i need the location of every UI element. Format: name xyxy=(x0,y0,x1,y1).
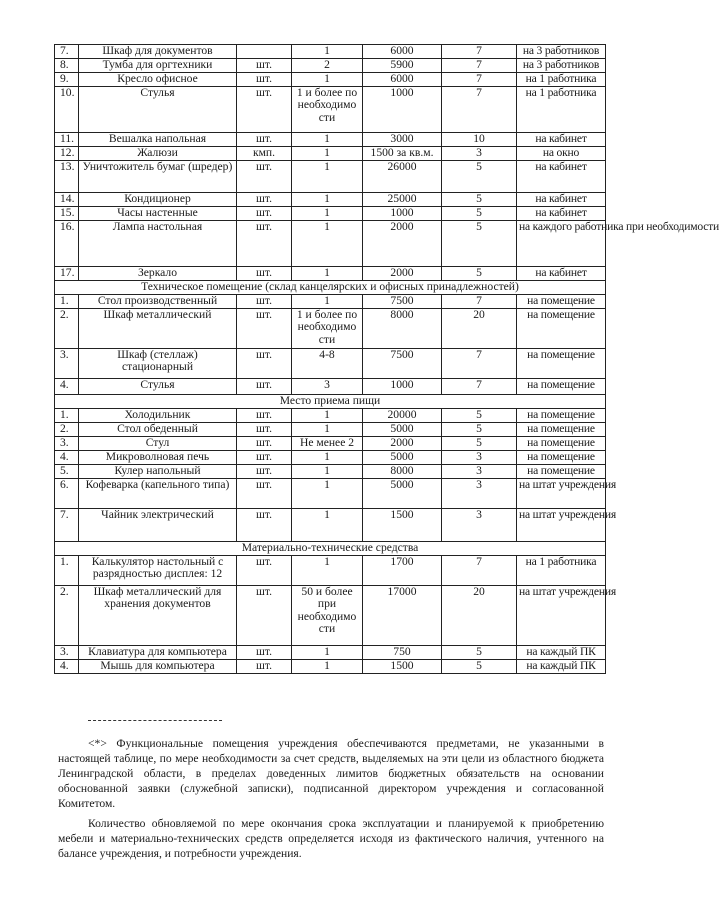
row-number: 14. xyxy=(55,192,79,206)
item-name: Кулер напольный xyxy=(79,464,237,478)
quantity: 1 и более по необходимо сти xyxy=(292,86,363,132)
row-number: 16. xyxy=(55,220,79,266)
item-name: Лампа настольная xyxy=(79,220,237,266)
table-row xyxy=(55,508,606,541)
unit-of-measure: шт. xyxy=(237,450,292,464)
footnote-separator xyxy=(88,720,222,721)
table-row xyxy=(55,160,606,192)
table-row xyxy=(55,422,606,436)
price: 1000 xyxy=(363,86,442,132)
table-row xyxy=(55,478,606,508)
row-number: 3. xyxy=(55,645,79,659)
allocation-note: на помещение xyxy=(517,436,606,450)
item-name: Кофеварка (капельного типа) xyxy=(79,478,237,508)
row-number: 2. xyxy=(55,422,79,436)
price: 1500 xyxy=(363,659,442,673)
item-name: Мышь для компьютера xyxy=(79,659,237,673)
item-name: Часы настенные xyxy=(79,206,237,220)
footnote-text: <*> Функциональные помещения учреждения обеспечиваются предметами, не указанными в настоящей таблице, по мере необходимости за счет средств, выделяемых на эти цели из областного бюджета Ленинградской области, в пределах доведенных лимитов бюджетных обязательств на основании обоснованной заявки (служебной записки), подписанной директором учреждения и согласованной Комитетом. xyxy=(58,737,604,810)
table-row xyxy=(55,220,606,266)
unit-of-measure: шт. xyxy=(237,555,292,585)
row-number: 5. xyxy=(55,464,79,478)
quantity: 1 xyxy=(292,266,363,280)
table-row xyxy=(55,58,606,72)
unit-of-measure: шт. xyxy=(237,585,292,645)
service-life-years: 5 xyxy=(442,408,517,422)
table-row xyxy=(55,348,606,378)
service-life-years: 10 xyxy=(442,132,517,146)
item-name: Кресло офисное xyxy=(79,72,237,86)
item-name: Кондиционер xyxy=(79,192,237,206)
row-number: 7. xyxy=(55,508,79,541)
item-name: Шкаф металлический для хранения документов xyxy=(79,585,237,645)
unit-of-measure: шт. xyxy=(237,132,292,146)
item-name: Стол обеденный xyxy=(79,422,237,436)
unit-of-measure: шт. xyxy=(237,294,292,308)
table-row xyxy=(55,450,606,464)
item-name: Шкаф (стеллаж) стационарный xyxy=(79,348,237,378)
unit-of-measure: шт. xyxy=(237,348,292,378)
unit-of-measure: шт. xyxy=(237,464,292,478)
service-life-years: 5 xyxy=(442,192,517,206)
price: 8000 xyxy=(363,308,442,348)
allocation-note: на помещение xyxy=(517,378,606,394)
row-number: 3. xyxy=(55,348,79,378)
allocation-note: на окно xyxy=(517,146,606,160)
allocation-note: на кабинет xyxy=(517,160,606,192)
equipment-norms-table xyxy=(54,44,719,674)
quantity: 1 xyxy=(292,294,363,308)
row-number: 3. xyxy=(55,436,79,450)
row-number: 7. xyxy=(55,45,79,59)
price: 25000 xyxy=(363,192,442,206)
service-life-years: 5 xyxy=(442,160,517,192)
table-row xyxy=(55,146,606,160)
section-title: Техническое помещение (склад канцелярских и офисных принадлежностей) xyxy=(55,280,606,294)
price: 2000 xyxy=(363,266,442,280)
table-row xyxy=(55,436,606,450)
price: 26000 xyxy=(363,160,442,192)
unit-of-measure: шт. xyxy=(237,508,292,541)
row-number: 15. xyxy=(55,206,79,220)
quantity: 1 xyxy=(292,146,363,160)
service-life-years: 7 xyxy=(442,378,517,394)
price: 1500 xyxy=(363,508,442,541)
unit-of-measure: шт. xyxy=(237,378,292,394)
unit-of-measure xyxy=(237,45,292,59)
item-name: Вешалка напольная xyxy=(79,132,237,146)
row-number: 11. xyxy=(55,132,79,146)
service-life-years: 5 xyxy=(442,659,517,673)
table-row xyxy=(55,585,606,645)
quantity: 3 xyxy=(292,378,363,394)
table-row xyxy=(55,378,606,394)
row-number: 8. xyxy=(55,58,79,72)
table-row xyxy=(55,408,606,422)
table-row xyxy=(55,645,606,659)
service-life-years: 5 xyxy=(442,436,517,450)
item-name: Шкаф металлический xyxy=(79,308,237,348)
service-life-years: 7 xyxy=(442,58,517,72)
service-life-years: 3 xyxy=(442,508,517,541)
allocation-note: на кабинет xyxy=(517,206,606,220)
quantity: 1 xyxy=(292,45,363,59)
service-life-years: 7 xyxy=(442,348,517,378)
quantity: 1 xyxy=(292,555,363,585)
item-name: Стулья xyxy=(79,378,237,394)
quantity: 1 xyxy=(292,408,363,422)
row-number: 1. xyxy=(55,408,79,422)
allocation-note: на каждый ПК xyxy=(517,645,606,659)
price: 7500 xyxy=(363,294,442,308)
allocation-note: на 1 работника xyxy=(517,72,606,86)
service-life-years: 20 xyxy=(442,585,517,645)
quantity: 1 xyxy=(292,645,363,659)
table-row xyxy=(55,206,606,220)
row-number: 1. xyxy=(55,294,79,308)
item-name: Зеркало xyxy=(79,266,237,280)
unit-of-measure: шт. xyxy=(237,308,292,348)
service-life-years: 7 xyxy=(442,45,517,59)
service-life-years: 5 xyxy=(442,645,517,659)
quantity: 1 xyxy=(292,72,363,86)
item-name: Стол производственный xyxy=(79,294,237,308)
table-row xyxy=(55,659,606,673)
item-name: Холодильник xyxy=(79,408,237,422)
service-life-years: 20 xyxy=(442,308,517,348)
service-life-years: 3 xyxy=(442,478,517,508)
unit-of-measure: шт. xyxy=(237,659,292,673)
unit-of-measure: шт. xyxy=(237,266,292,280)
price: 5000 xyxy=(363,450,442,464)
allocation-note: на помещение xyxy=(517,408,606,422)
price: 1000 xyxy=(363,206,442,220)
quantity: 1 xyxy=(292,508,363,541)
quantity: 50 и более при необходимо сти xyxy=(292,585,363,645)
price: 3000 xyxy=(363,132,442,146)
row-number: 2. xyxy=(55,585,79,645)
item-name: Микроволновая печь xyxy=(79,450,237,464)
price: 1000 xyxy=(363,378,442,394)
item-name: Чайник электрический xyxy=(79,508,237,541)
table-row xyxy=(55,45,606,59)
price: 5000 xyxy=(363,478,442,508)
allocation-note: на штат учреждения xyxy=(517,478,606,508)
service-life-years: 7 xyxy=(442,72,517,86)
row-number: 4. xyxy=(55,450,79,464)
unit-of-measure: шт. xyxy=(237,220,292,266)
unit-of-measure: шт. xyxy=(237,72,292,86)
quantity: 1 xyxy=(292,206,363,220)
service-life-years: 5 xyxy=(442,422,517,436)
section-title: Место приема пищи xyxy=(55,394,606,408)
price: 6000 xyxy=(363,45,442,59)
price: 1700 xyxy=(363,555,442,585)
item-name: Уничтожитель бумаг (шредер) xyxy=(79,160,237,192)
allocation-note: на кабинет xyxy=(517,132,606,146)
allocation-note: на штат учреждения xyxy=(517,508,606,541)
item-name: Клавиатура для компьютера xyxy=(79,645,237,659)
allocation-note: на каждый ПК xyxy=(517,659,606,673)
unit-of-measure: шт. xyxy=(237,192,292,206)
section-header-row xyxy=(55,541,606,555)
price: 5900 xyxy=(363,58,442,72)
table-row xyxy=(55,192,606,206)
allocation-note: на 3 работников xyxy=(517,58,606,72)
quantity: 1 и более по необходимо сти xyxy=(292,308,363,348)
quantity: 1 xyxy=(292,220,363,266)
service-life-years: 5 xyxy=(442,266,517,280)
quantity: 1 xyxy=(292,478,363,508)
quantity: 1 xyxy=(292,422,363,436)
unit-of-measure: шт. xyxy=(237,86,292,132)
allocation-note: на помещение xyxy=(517,348,606,378)
section-header-row xyxy=(55,394,606,408)
unit-of-measure: шт. xyxy=(237,645,292,659)
table-row xyxy=(55,266,606,280)
service-life-years: 3 xyxy=(442,464,517,478)
quantity: 1 xyxy=(292,659,363,673)
unit-of-measure: шт. xyxy=(237,408,292,422)
table-row xyxy=(55,132,606,146)
allocation-note: на 1 работника xyxy=(517,86,606,132)
service-life-years: 7 xyxy=(442,294,517,308)
allocation-note: на кабинет xyxy=(517,266,606,280)
allocation-note: на каждого работника при необходимости xyxy=(517,220,606,266)
service-life-years: 3 xyxy=(442,450,517,464)
price: 7500 xyxy=(363,348,442,378)
row-number: 4. xyxy=(55,659,79,673)
allocation-note: на помещение xyxy=(517,308,606,348)
row-number: 17. xyxy=(55,266,79,280)
price: 8000 xyxy=(363,464,442,478)
section-header-row xyxy=(55,280,606,294)
unit-of-measure: шт. xyxy=(237,478,292,508)
quantity: 1 xyxy=(292,192,363,206)
price: 20000 xyxy=(363,408,442,422)
unit-of-measure: кмп. xyxy=(237,146,292,160)
table-row xyxy=(55,308,606,348)
allocation-note: на помещение xyxy=(517,464,606,478)
allocation-note: на 3 работников xyxy=(517,45,606,59)
quantity: 1 xyxy=(292,160,363,192)
quantity: 4-8 xyxy=(292,348,363,378)
row-number: 6. xyxy=(55,478,79,508)
row-number: 10. xyxy=(55,86,79,132)
unit-of-measure: шт. xyxy=(237,160,292,192)
item-name: Стул xyxy=(79,436,237,450)
row-number: 12. xyxy=(55,146,79,160)
price: 5000 xyxy=(363,422,442,436)
service-life-years: 3 xyxy=(442,146,517,160)
service-life-years: 5 xyxy=(442,220,517,266)
allocation-note: на помещение xyxy=(517,294,606,308)
table-row xyxy=(55,72,606,86)
section-title: Материально-технические средства xyxy=(55,541,606,555)
notes-block xyxy=(58,736,604,866)
service-life-years: 5 xyxy=(442,206,517,220)
quantity: 2 xyxy=(292,58,363,72)
price: 6000 xyxy=(363,72,442,86)
table-row xyxy=(55,555,606,585)
table-row xyxy=(55,464,606,478)
unit-of-measure: шт. xyxy=(237,58,292,72)
item-name: Стулья xyxy=(79,86,237,132)
allocation-note: на помещение xyxy=(517,422,606,436)
table-row xyxy=(55,294,606,308)
item-name: Тумба для оргтехники xyxy=(79,58,237,72)
price: 750 xyxy=(363,645,442,659)
row-number: 13. xyxy=(55,160,79,192)
unit-of-measure: шт. xyxy=(237,422,292,436)
quantity: 1 xyxy=(292,132,363,146)
allocation-note: на штат учреждения xyxy=(517,585,606,645)
price: 1500 за кв.м. xyxy=(363,146,442,160)
allocation-note: на кабинет xyxy=(517,192,606,206)
item-name: Шкаф для документов xyxy=(79,45,237,59)
price: 2000 xyxy=(363,436,442,450)
service-life-years: 7 xyxy=(442,555,517,585)
row-number: 9. xyxy=(55,72,79,86)
price: 2000 xyxy=(363,220,442,266)
price: 17000 xyxy=(363,585,442,645)
unit-of-measure: шт. xyxy=(237,436,292,450)
table-row xyxy=(55,86,606,132)
unit-of-measure: шт. xyxy=(237,206,292,220)
row-number: 4. xyxy=(55,378,79,394)
row-number: 1. xyxy=(55,555,79,585)
quantity: 1 xyxy=(292,450,363,464)
allocation-note: на помещение xyxy=(517,450,606,464)
service-life-years: 7 xyxy=(442,86,517,132)
item-name: Калькулятор настольный с разрядностью дисплея: 12 xyxy=(79,555,237,585)
allocation-note: на 1 работника xyxy=(517,555,606,585)
quantity: 1 xyxy=(292,464,363,478)
item-name: Жалюзи xyxy=(79,146,237,160)
quantity: Не менее 2 xyxy=(292,436,363,450)
row-number: 2. xyxy=(55,308,79,348)
closing-paragraph: Количество обновляемой по мере окончания срока эксплуатации и планируемой к приобретению мебели и материально-технических средств определяется исходя из фактического наличия, учтенного на балансе учреждения, и потребности учреждения. xyxy=(58,817,604,860)
